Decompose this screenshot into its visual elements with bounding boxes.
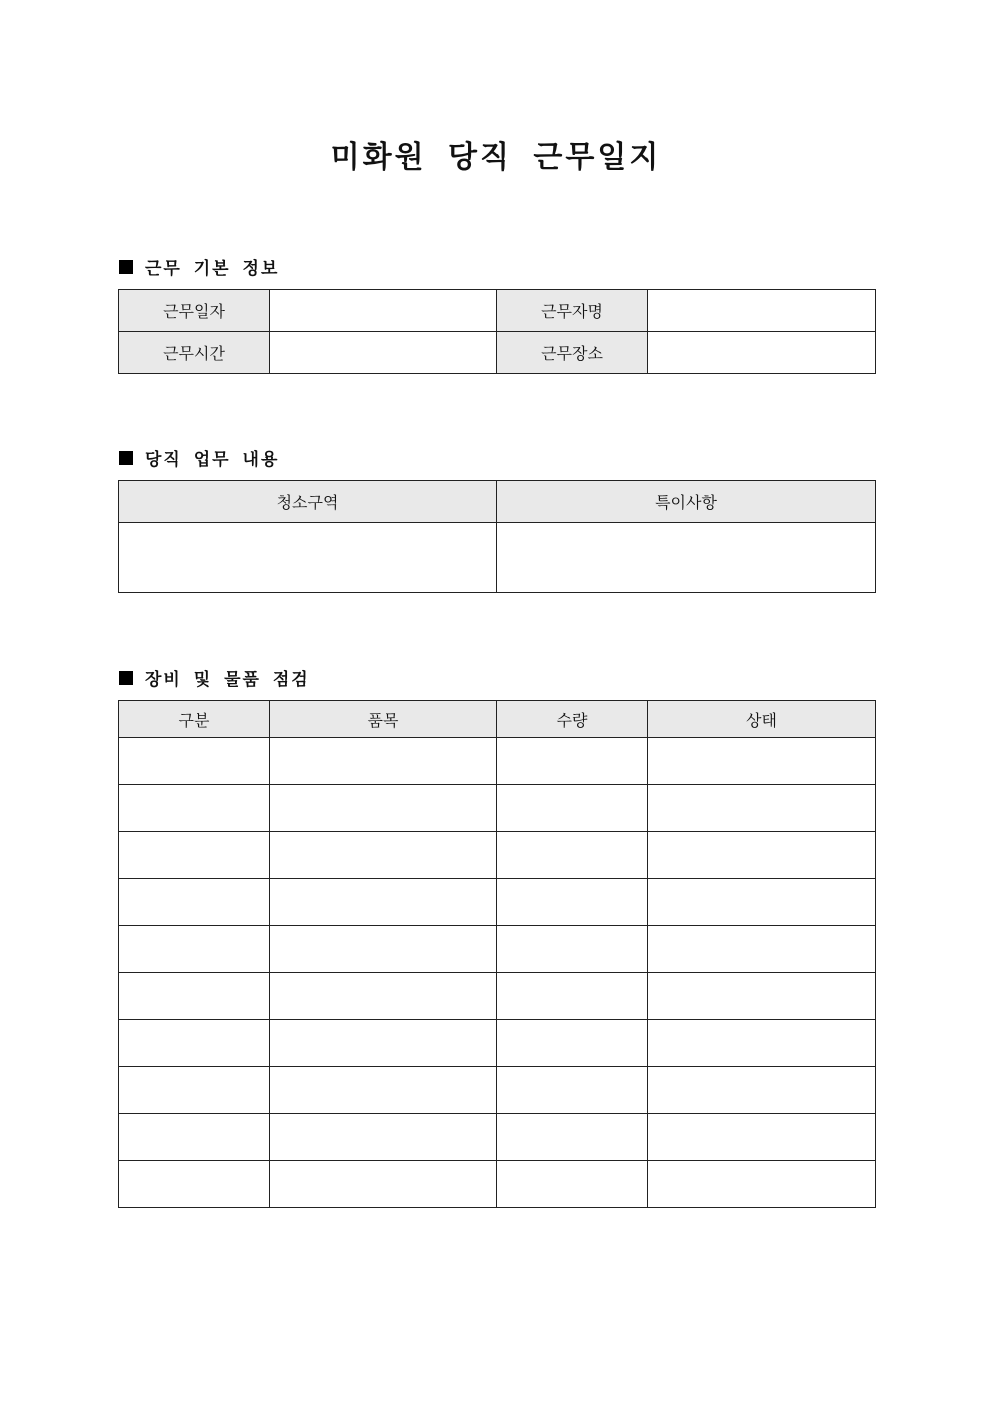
quantity-cell[interactable] <box>497 879 648 926</box>
item-cell[interactable] <box>270 926 497 973</box>
basic-info-table <box>118 289 876 374</box>
quantity-cell[interactable] <box>497 973 648 1020</box>
table-row <box>119 973 876 1020</box>
work-date-label: 근무일자 <box>119 290 270 332</box>
black-square-icon <box>119 451 133 465</box>
table-row <box>119 1020 876 1067</box>
category-cell[interactable] <box>119 1161 270 1208</box>
section-heading-equipment-check <box>119 665 310 690</box>
column-header-condition: 상태 <box>648 701 876 738</box>
table-row <box>119 738 876 785</box>
table-row <box>119 879 876 926</box>
condition-cell[interactable] <box>648 926 876 973</box>
column-header-category: 구분 <box>119 701 270 738</box>
item-cell[interactable] <box>270 1114 497 1161</box>
section-heading-basic-info <box>119 254 279 279</box>
cleaning-area-field[interactable] <box>119 523 497 593</box>
section-heading-text: 당직 업무 내용 <box>145 450 280 470</box>
work-time-field[interactable] <box>270 332 497 374</box>
quantity-cell[interactable] <box>497 738 648 785</box>
work-date-field[interactable] <box>270 290 497 332</box>
table-row <box>119 332 876 374</box>
black-square-icon <box>119 671 133 685</box>
column-header-quantity: 수량 <box>497 701 648 738</box>
table-row <box>119 1114 876 1161</box>
item-cell[interactable] <box>270 832 497 879</box>
item-cell[interactable] <box>270 1161 497 1208</box>
condition-cell[interactable] <box>648 1067 876 1114</box>
section-heading-text: 장비 및 물품 점검 <box>145 670 310 690</box>
duty-content-table <box>118 480 876 593</box>
category-cell[interactable] <box>119 1114 270 1161</box>
work-time-label: 근무시간 <box>119 332 270 374</box>
work-place-label: 근무장소 <box>497 332 648 374</box>
item-cell[interactable] <box>270 1067 497 1114</box>
table-row <box>119 523 876 593</box>
column-header-item: 품목 <box>270 701 497 738</box>
table-row <box>119 832 876 879</box>
table-row <box>119 290 876 332</box>
condition-cell[interactable] <box>648 1020 876 1067</box>
category-cell[interactable] <box>119 879 270 926</box>
section-heading-duty-content <box>119 445 279 470</box>
column-header-cleaning-area: 청소구역 <box>119 481 497 523</box>
table-row <box>119 1161 876 1208</box>
item-cell[interactable] <box>270 738 497 785</box>
category-cell[interactable] <box>119 926 270 973</box>
item-cell[interactable] <box>270 1020 497 1067</box>
quantity-cell[interactable] <box>497 926 648 973</box>
quantity-cell[interactable] <box>497 1114 648 1161</box>
worker-name-field[interactable] <box>648 290 876 332</box>
quantity-cell[interactable] <box>497 832 648 879</box>
table-row <box>119 926 876 973</box>
item-cell[interactable] <box>270 879 497 926</box>
document-title: 미화원 당직 근무일지 <box>330 140 662 175</box>
category-cell[interactable] <box>119 973 270 1020</box>
table-header-row <box>119 701 876 738</box>
table-row <box>119 785 876 832</box>
item-cell[interactable] <box>270 973 497 1020</box>
column-header-remarks: 특이사항 <box>497 481 876 523</box>
section-heading-text: 근무 기본 정보 <box>145 259 280 279</box>
category-cell[interactable] <box>119 832 270 879</box>
quantity-cell[interactable] <box>497 1067 648 1114</box>
category-cell[interactable] <box>119 1067 270 1114</box>
equipment-check-table <box>118 700 876 1208</box>
category-cell[interactable] <box>119 738 270 785</box>
quantity-cell[interactable] <box>497 785 648 832</box>
condition-cell[interactable] <box>648 879 876 926</box>
quantity-cell[interactable] <box>497 1020 648 1067</box>
condition-cell[interactable] <box>648 738 876 785</box>
table-row <box>119 1067 876 1114</box>
category-cell[interactable] <box>119 785 270 832</box>
category-cell[interactable] <box>119 1020 270 1067</box>
item-cell[interactable] <box>270 785 497 832</box>
condition-cell[interactable] <box>648 832 876 879</box>
condition-cell[interactable] <box>648 1114 876 1161</box>
work-place-field[interactable] <box>648 332 876 374</box>
condition-cell[interactable] <box>648 785 876 832</box>
remarks-field[interactable] <box>497 523 876 593</box>
condition-cell[interactable] <box>648 973 876 1020</box>
worker-name-label: 근무자명 <box>497 290 648 332</box>
table-header-row <box>119 481 876 523</box>
quantity-cell[interactable] <box>497 1161 648 1208</box>
condition-cell[interactable] <box>648 1161 876 1208</box>
black-square-icon <box>119 260 133 274</box>
